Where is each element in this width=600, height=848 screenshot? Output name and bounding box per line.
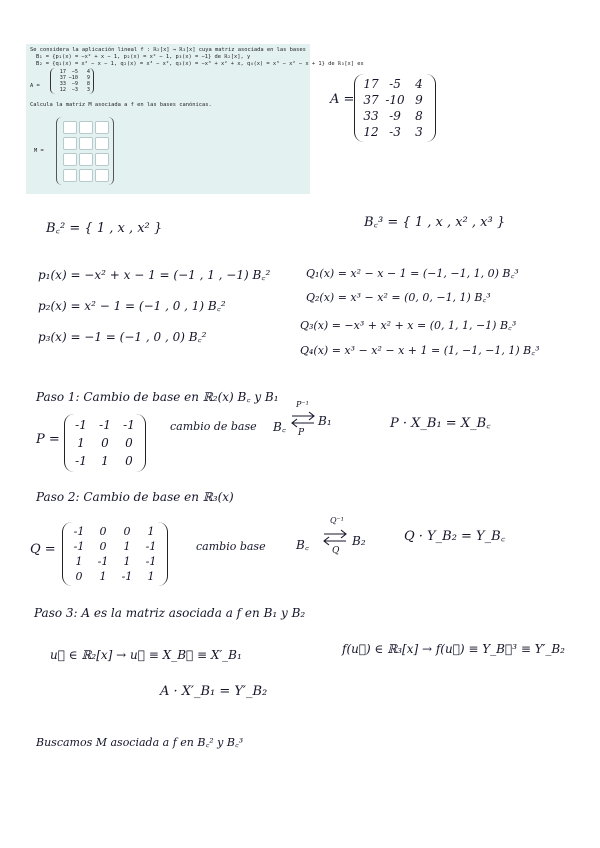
matrix-row (67, 569, 163, 584)
q-bc-label: B꜀ (296, 538, 309, 552)
matrix-cell: -1 (99, 418, 111, 432)
q3-line: Q₃(x) = −x³ + x² + x = (0, 1, 1, −1) B꜀³ (300, 319, 517, 332)
buscamos-line: Buscamos M asociada a f en B꜀² y B꜀³ (36, 736, 244, 749)
matrix-row (359, 76, 431, 92)
answer-matrix-cell[interactable] (79, 121, 93, 134)
matrix-cell: 0 (75, 570, 83, 583)
answer-matrix-cell[interactable] (79, 137, 93, 150)
matrix-cell: -5 (389, 77, 401, 91)
answer-matrix-cell[interactable] (95, 169, 109, 182)
answer-matrix-cell[interactable] (95, 137, 109, 150)
p-bc-label: B꜀ (273, 420, 286, 434)
problem-m-label: M = (34, 148, 44, 154)
matrix-row (69, 452, 141, 470)
matrix-cell: 0 (101, 436, 109, 450)
q4-line: Q₄(x) = x³ − x² − x + 1 = (1, −1, −1, 1) B꜀³ (300, 344, 540, 357)
problem-line-3: B₂ = {q₁(x) = x² − x − 1, q₂(x) = x³ − x², q₃(x) = −x³ + x² + x, q₄(x) = x³ − x² − x + 1} de ℝ₃[x] es (36, 61, 364, 67)
matrix-cell: -1 (123, 418, 135, 432)
problem-matrix-cell: −10 (68, 75, 78, 81)
answer-matrix-cell[interactable] (79, 169, 93, 182)
problem-matrix-cell: 8 (86, 81, 90, 87)
q-arrow-bottom-label: Q (332, 546, 340, 556)
canonical-basis-r3: B꜀³ = { 1 , x , x² , x³ } (364, 215, 506, 230)
problem-matrix-cell: 33 (59, 81, 66, 87)
matrix-cell: 8 (415, 109, 423, 123)
matrix-cell: 33 (363, 109, 379, 123)
matrix-row (359, 92, 431, 108)
matrix-cell: -1 (73, 525, 85, 538)
problem-line-1: Se considera la aplicación lineal f : ℝ₂[x] → ℝ₃[x] cuya matriz asociada en las bases (30, 47, 306, 53)
matrix-cell: 1 (99, 570, 107, 583)
p2-line: p₂(x) = x² − 1 = (−1 , 0 , 1) B꜀² (38, 299, 226, 313)
matrix-cell: -3 (389, 125, 401, 139)
matrix-cell: 17 (363, 77, 379, 91)
matrix-cell: -9 (389, 109, 401, 123)
q-change-arrows (322, 528, 348, 546)
p-arrow-bottom-label: P (298, 428, 305, 438)
problem-question: Calcula la matriz M asociada a f en las bases canónicas. (30, 102, 212, 108)
matrix-cell: -1 (97, 555, 109, 568)
a-x-equation: A · X′_B₁ = Y′_B₂ (160, 684, 268, 699)
matrix-row (69, 434, 141, 452)
problem-matrix-cell: −5 (71, 69, 78, 75)
matrix-cell: 1 (123, 555, 131, 568)
matrix-row (67, 554, 163, 569)
a-matrix-label: A = (330, 92, 355, 107)
f-u-line: f(u⃗) ∈ ℝ₃[x] → f(u⃗) ≡ Y_B꜀³ ≡ Y′_B₂ (342, 642, 565, 656)
problem-matrix-a (50, 68, 94, 94)
matrix-cell: 0 (125, 436, 133, 450)
problem-a-label: A = (30, 83, 40, 89)
matrix-cell: -1 (121, 570, 133, 583)
q-arrow-top-label: Q⁻¹ (330, 516, 344, 525)
answer-matrix-cell[interactable] (63, 153, 77, 166)
q-b2-label: B₂ (352, 534, 366, 548)
answer-matrix-cell[interactable] (63, 137, 77, 150)
q-matrix-label: Q = (30, 542, 56, 557)
paso-2-heading: Paso 2: Cambio de base en ℝ₃(x) (36, 490, 234, 504)
p-equation: P · X_B₁ = X_B꜀ (390, 416, 491, 431)
answer-matrix-cell[interactable] (95, 153, 109, 166)
problem-matrix-cell: −9 (71, 81, 78, 87)
q-cambio-label: cambio base (196, 540, 266, 553)
matrix-cell: -1 (75, 454, 87, 468)
problem-matrix-cell: 4 (86, 69, 90, 75)
p-matrix (64, 414, 146, 472)
matrix-cell: 0 (123, 525, 131, 538)
q-equation: Q · Y_B₂ = Y_B꜀ (404, 529, 506, 544)
matrix-cell: 1 (77, 436, 85, 450)
problem-line-2: B₁ = {p₁(x) = −x² + x − 1, p₂(x) = x² − 1, p₃(x) = −1} de ℝ₂[x], y (36, 54, 251, 60)
p-cambio-label: cambio de base (170, 420, 257, 433)
answer-matrix-cell[interactable] (63, 169, 77, 182)
matrix-cell: 9 (415, 93, 423, 107)
p3-line: p₃(x) = −1 = (−1 , 0 , 0) B꜀² (38, 330, 207, 344)
answer-matrix-grid (56, 117, 114, 185)
problem-matrix-cell: 9 (86, 75, 90, 81)
matrix-cell: 1 (147, 525, 155, 538)
matrix-cell: -1 (145, 555, 157, 568)
matrix-row (359, 108, 431, 124)
matrix-cell: 1 (123, 540, 131, 553)
answer-matrix-cell[interactable] (79, 153, 93, 166)
problem-matrix-cell: 37 (59, 75, 66, 81)
matrix-cell: 0 (99, 540, 107, 553)
problem-matrix-cell: 17 (59, 69, 66, 75)
u-vector-line: u⃗ ∈ ℝ₂[x] → u⃗ ≡ X_B꜀ ≡ X′_B₁ (50, 648, 242, 662)
matrix-cell: 1 (75, 555, 83, 568)
problem-matrix-cell: 3 (86, 87, 90, 93)
q2-line: Q₂(x) = x³ − x² = (0, 0, −1, 1) B꜀³ (306, 291, 491, 304)
problem-matrix-row (54, 87, 90, 93)
a-matrix (354, 74, 436, 142)
matrix-cell: 0 (125, 454, 133, 468)
matrix-cell: 3 (415, 125, 423, 139)
answer-matrix-cell[interactable] (63, 121, 77, 134)
p-change-arrows (290, 410, 316, 428)
answer-matrix-cell[interactable] (95, 121, 109, 134)
matrix-cell: -1 (75, 418, 87, 432)
matrix-cell: 0 (99, 525, 107, 538)
p-matrix-label: P = (36, 432, 60, 447)
matrix-cell: -1 (73, 540, 85, 553)
matrix-cell: 37 (363, 93, 379, 107)
matrix-cell: 12 (363, 125, 379, 139)
problem-matrix-cell: 12 (59, 87, 66, 93)
matrix-cell: 1 (147, 570, 155, 583)
matrix-cell: -1 (145, 540, 157, 553)
matrix-row (69, 416, 141, 434)
canonical-basis-r2: B꜀² = { 1 , x , x² } (46, 221, 163, 236)
matrix-cell: 1 (101, 454, 109, 468)
matrix-row (67, 539, 163, 554)
matrix-cell: -10 (385, 93, 405, 107)
q1-line: Q₁(x) = x² − x − 1 = (−1, −1, 1, 0) B꜀³ (306, 267, 519, 280)
paso-3-heading: Paso 3: A es la matriz asociada a f en B₁ y B₂ (34, 606, 306, 620)
matrix-row (67, 524, 163, 539)
matrix-cell: 4 (415, 77, 423, 91)
paso-1-heading: Paso 1: Cambio de base en ℝ₂(x) B꜀ y B₁ (36, 390, 279, 404)
p-arrow-top-label: P⁻¹ (296, 400, 309, 409)
p1-line: p₁(x) = −x² + x − 1 = (−1 , 1 , −1) B꜀² (38, 268, 271, 282)
matrix-row (359, 124, 431, 140)
q-matrix (62, 522, 168, 586)
problem-matrix-cell: −3 (71, 87, 78, 93)
p-b1-label: B₁ (318, 414, 332, 428)
